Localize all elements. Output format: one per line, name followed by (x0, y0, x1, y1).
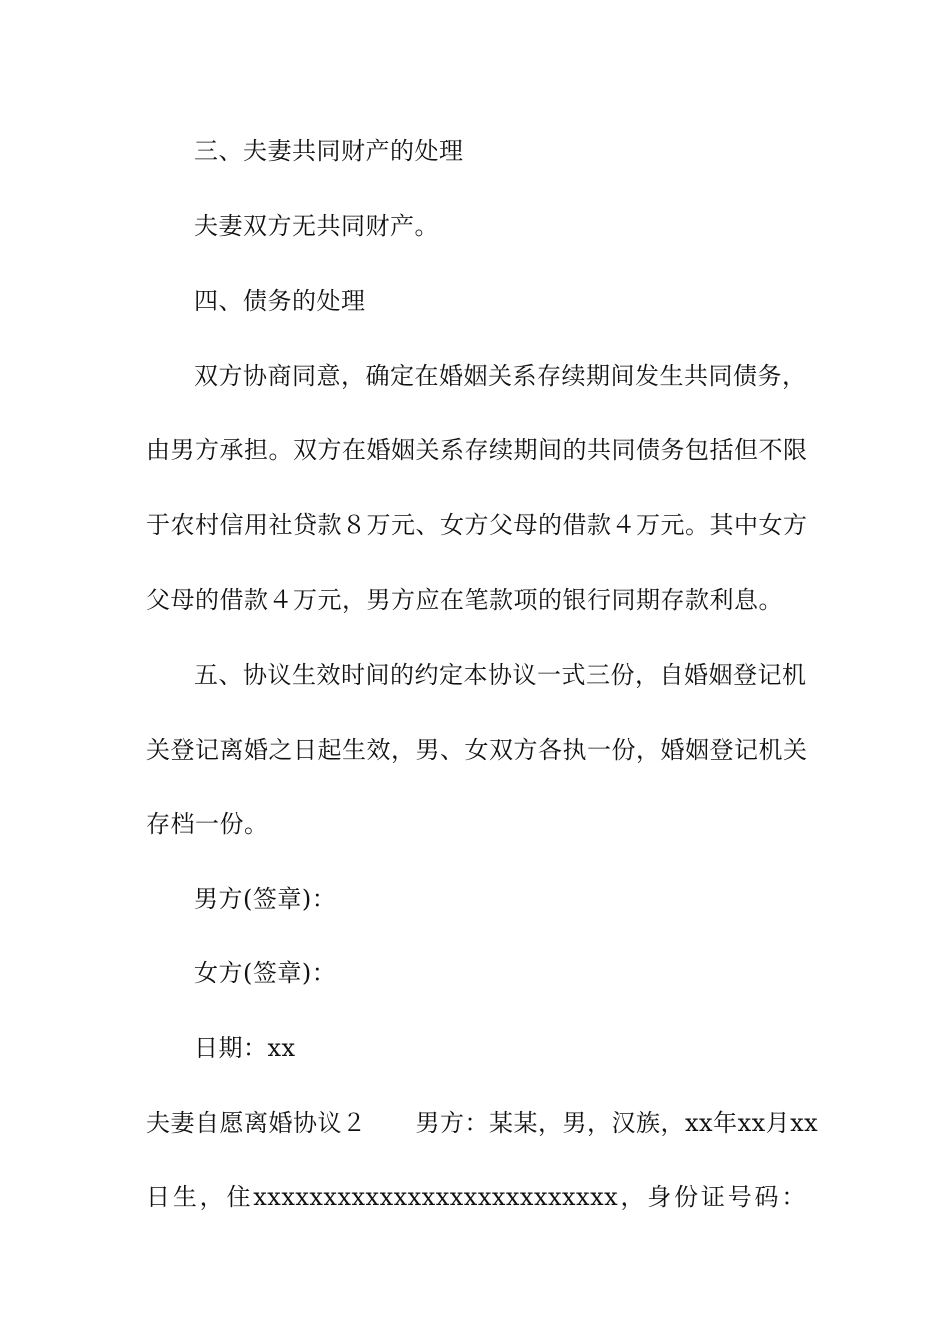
date-line: 日期：xx (194, 1034, 296, 1062)
paragraph-effective-line-1: 五、协议生效时间的约定本协议一式三份，自婚姻登记机 (194, 661, 807, 689)
agreement-2-heading-line: 夫妻自愿离婚协议２ 男方：某某，男，汉族，xx年xx月xx (146, 1109, 819, 1137)
paragraph-debts-line-2: 由男方承担。双方在婚姻关系存续期间的共同债务包括但不限 (146, 436, 808, 464)
text-fragment: 证 (700, 1183, 726, 1211)
section-heading-joint-property: 三、夫妻共同财产的处理 (194, 137, 464, 165)
signature-male: 男方(签章)： (194, 885, 337, 913)
text-fragment: 码 (754, 1183, 780, 1211)
paragraph-debts-line-1: 双方协商同意，确定在婚姻关系存续期间发生共同债务， (194, 362, 807, 390)
text-fragment: ： (781, 1183, 806, 1211)
text-fragment: ， (620, 1183, 645, 1211)
text-fragment: xxxxxxxxxxxxxxxxxxxxxxxxxx (253, 1183, 619, 1211)
agreement-2-address-line (146, 1181, 806, 1213)
paragraph-effective-line-2: 关登记离婚之日起生效，男、女双方各执一份，婚姻登记机关 (146, 736, 808, 764)
paragraph-debts-line-4: 父母的借款４万元，男方应在笔款项的银行同期存款利息。 (146, 586, 783, 614)
paragraph-debts-line-3: 于农村信用社贷款８万元、女方父母的借款４万元。其中女方 (146, 511, 808, 539)
text-fragment: 生 (172, 1183, 198, 1211)
text-fragment: 住 (226, 1183, 251, 1211)
text-fragment: 日 (146, 1183, 171, 1211)
signature-female: 女方(签章)： (194, 959, 337, 987)
section-heading-debts: 四、债务的处理 (194, 287, 366, 315)
text-fragment: 身 (647, 1183, 672, 1211)
text-fragment: ， (199, 1183, 225, 1211)
paragraph-effective-line-3: 存档一份。 (146, 810, 269, 838)
text-fragment: 号 (727, 1183, 753, 1211)
text-fragment: 份 (674, 1183, 699, 1211)
paragraph-no-joint-property: 夫妻双方无共同财产。 (194, 212, 439, 240)
